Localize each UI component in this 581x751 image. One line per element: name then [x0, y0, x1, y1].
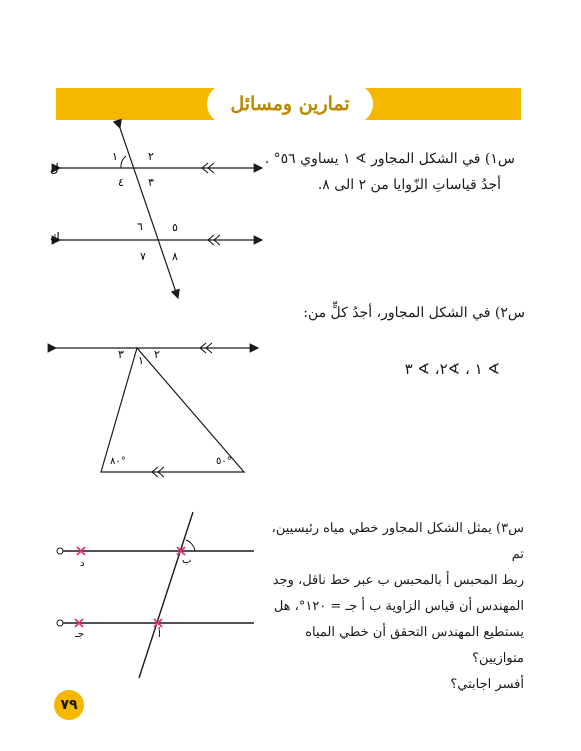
triangle: [101, 348, 244, 472]
tri-angle-label-1: ١: [138, 354, 144, 367]
question-2-angles: ∢ ١ ، ∢٢، ∢ ٣: [404, 360, 500, 378]
angle-label-4: ٤: [118, 176, 124, 189]
angle-label-8: ٨: [172, 250, 178, 263]
label-d: د: [80, 558, 85, 569]
connecting-line: [139, 512, 193, 678]
label-b: ب: [182, 555, 192, 566]
question-3-line-4: يستطيع المهندس التحقق أن خطي المياه متوازيين؟: [305, 625, 524, 666]
question-3-line-5: أفسر اجابتي؟: [450, 677, 524, 692]
angle-label-2: ٢: [148, 150, 154, 163]
question-2-line-1: س٢) في الشكل المجاور، أجدُ كلٍّ من:: [303, 305, 525, 321]
tri-angle-label-2: ٢: [154, 348, 160, 361]
angle-b-arc: [186, 540, 195, 551]
label-k: ك: [50, 230, 60, 244]
question-3: [258, 516, 524, 698]
line-start-top: [57, 548, 63, 554]
question-3-line-3: المهندس أن قياس الزاوية ب أ جـ = ١٢٠°، هل: [273, 599, 524, 614]
angle-label-6: ٦: [137, 220, 143, 233]
figure-2: [56, 343, 258, 477]
figure-3: [57, 512, 254, 678]
label-j: جـ: [75, 629, 85, 640]
angle-label-1: ١: [112, 150, 118, 163]
question-2: [250, 300, 525, 326]
tri-angle-label-3: ٣: [118, 348, 124, 361]
page-number: ٧٩: [54, 690, 84, 720]
page-title: تمارين ومسائل: [230, 93, 350, 115]
label-l: ل: [50, 161, 59, 175]
angle-1-arc: [121, 156, 126, 168]
angle-label-3: ٣: [148, 176, 154, 189]
tri-angle-label-50: ٥٠°: [216, 456, 232, 467]
question-1-line-2: أجدُ قياساتِ الزّوايا من ٢ الى ٨.: [317, 177, 501, 193]
label-a: أ: [158, 629, 161, 640]
question-3-line-2: ربط المحبس أ بالمحبس ب عبر خط ناقل، وجد: [272, 573, 524, 588]
line-start-bottom: [57, 620, 63, 626]
tri-angle-label-80: ٨٠°: [110, 456, 126, 467]
question-3-line-1: س٣) يمثل الشكل المجاور خطي مياه رئيسيين، تم: [271, 521, 524, 562]
angle-label-5: ٥: [172, 221, 178, 234]
angle-label-7: ٧: [140, 250, 146, 263]
question-1-line-1: س١) في الشكل المجاور ∢ ١ يساوي ٥٦° .: [264, 151, 515, 167]
figure-1: [50, 128, 262, 298]
